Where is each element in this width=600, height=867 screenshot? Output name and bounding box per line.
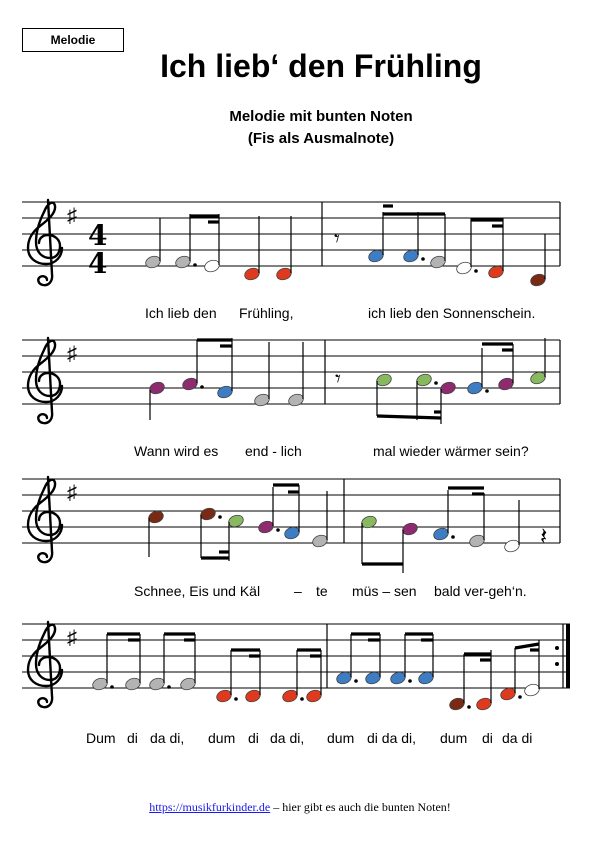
footer [0,800,600,815]
note-head [283,525,301,540]
note-head [275,266,293,281]
lyric: Wann wird es [134,443,219,459]
note-head [448,696,466,711]
note-head [91,676,109,691]
treble-clef-2 [28,338,62,423]
sharp-4: ♯ [67,627,77,649]
final-barline-thick [566,624,570,688]
note-head [503,538,521,553]
repeat-dot [555,646,559,650]
note-head [497,376,515,391]
quarter-rest: 𝄽 [540,523,548,550]
lyric: mal wieder wärmer sein? [373,443,529,459]
note-head [287,392,305,407]
note-head [529,272,547,287]
note-head [181,376,199,391]
note-head [203,258,221,273]
note-dot [110,685,114,689]
note-head [415,372,433,387]
sharp-1: ♯ [67,205,77,227]
note-dot [354,679,358,683]
eighth-rest: 𝄾 [335,366,341,391]
lyric: di [482,730,493,746]
note-head [367,248,385,263]
note-head [389,670,407,685]
note-head [148,676,166,691]
note-head [401,521,419,536]
note-dot [408,679,412,683]
note-head [487,264,505,279]
lyric: müs – sen [352,583,417,599]
note-dot [300,697,304,701]
note-dot [193,263,197,267]
note-head [335,670,353,685]
note-head [124,676,142,691]
lyric: ich lieb den Sonnenschein. [368,305,536,321]
note-head [529,370,547,385]
treble-clef-3 [28,477,62,562]
note-head [174,254,192,269]
treble-clef-4 [28,622,62,707]
note-head [364,670,382,685]
staff-row-3 [22,477,560,562]
lyric: – [294,583,302,599]
note-head [468,533,486,548]
lyric: da di, [270,730,305,746]
note-head [253,392,271,407]
note-head [429,254,447,269]
sharp-2: ♯ [67,343,77,365]
note-dot [474,269,478,273]
melody-label: Melodie [50,33,96,47]
lyric: bald ver-geh‘n. [434,583,527,599]
note-dot [234,697,238,701]
note-head [216,384,234,399]
lyric: dum [208,730,236,746]
lyric: Ich lieb den [145,305,217,321]
note-dot [167,685,171,689]
staff-lines-2 [22,340,560,404]
lyric: Dum [86,730,116,746]
lyric: dum [440,730,468,746]
subtitle-line-2: (Fis als Ausmalnote) [247,130,395,147]
note-dot [451,535,455,539]
note-dot [421,257,425,261]
lyric: da di [502,730,533,746]
note-dot [485,389,489,393]
note-head [215,688,233,703]
footer-text: – hier gibt es auch die bunten Noten! [270,800,451,814]
note-beam [515,644,539,648]
lyric: dum [327,730,355,746]
treble-clef-1 [28,200,62,285]
eighth-rest: 𝄾 [334,226,340,251]
note-head [257,519,275,534]
note-head [199,506,217,521]
note-head [147,509,165,524]
note-dot [467,705,471,709]
note-head [144,254,162,269]
note-head [439,380,457,395]
lyric: Frühling, [239,305,294,321]
note-dot [276,528,280,532]
lyric: te [316,583,328,599]
lyric: di da di, [367,730,417,746]
note-head [455,260,473,275]
note-head [179,676,197,691]
lyric: da di, [150,730,185,746]
note-head [466,380,484,395]
repeat-dot [555,662,559,666]
note-dot [434,381,438,385]
note-head [148,380,166,395]
note-head [244,688,262,703]
page-title: Ich lieb‘ den Frühling [160,48,482,84]
time-sig-top: 4 [88,219,108,252]
note-dot [518,695,522,699]
note-head [305,688,323,703]
note-beam [377,416,441,418]
note-head [227,513,245,528]
subtitle-line-1: Melodie mit bunten Noten [229,108,413,125]
time-sig-bottom: 4 [88,247,108,280]
note-head [311,533,329,548]
note-head [243,266,261,281]
sharp-3: ♯ [67,482,77,504]
staff-row-2 [22,338,560,423]
lyric: Schnee, Eis und Käl [134,583,261,599]
note-head [417,670,435,685]
note-head [375,372,393,387]
note-head [402,248,420,263]
note-head [523,682,541,697]
note-dot [218,515,222,519]
note-head [475,696,493,711]
lyric: di [248,730,259,746]
lyric: end - lich [245,443,302,459]
note-head [499,686,517,701]
note-head [281,688,299,703]
note-head [432,526,450,541]
note-dot [200,385,204,389]
lyric: di [127,730,138,746]
footer-link[interactable]: https://musikfurkinder.de [149,800,271,814]
